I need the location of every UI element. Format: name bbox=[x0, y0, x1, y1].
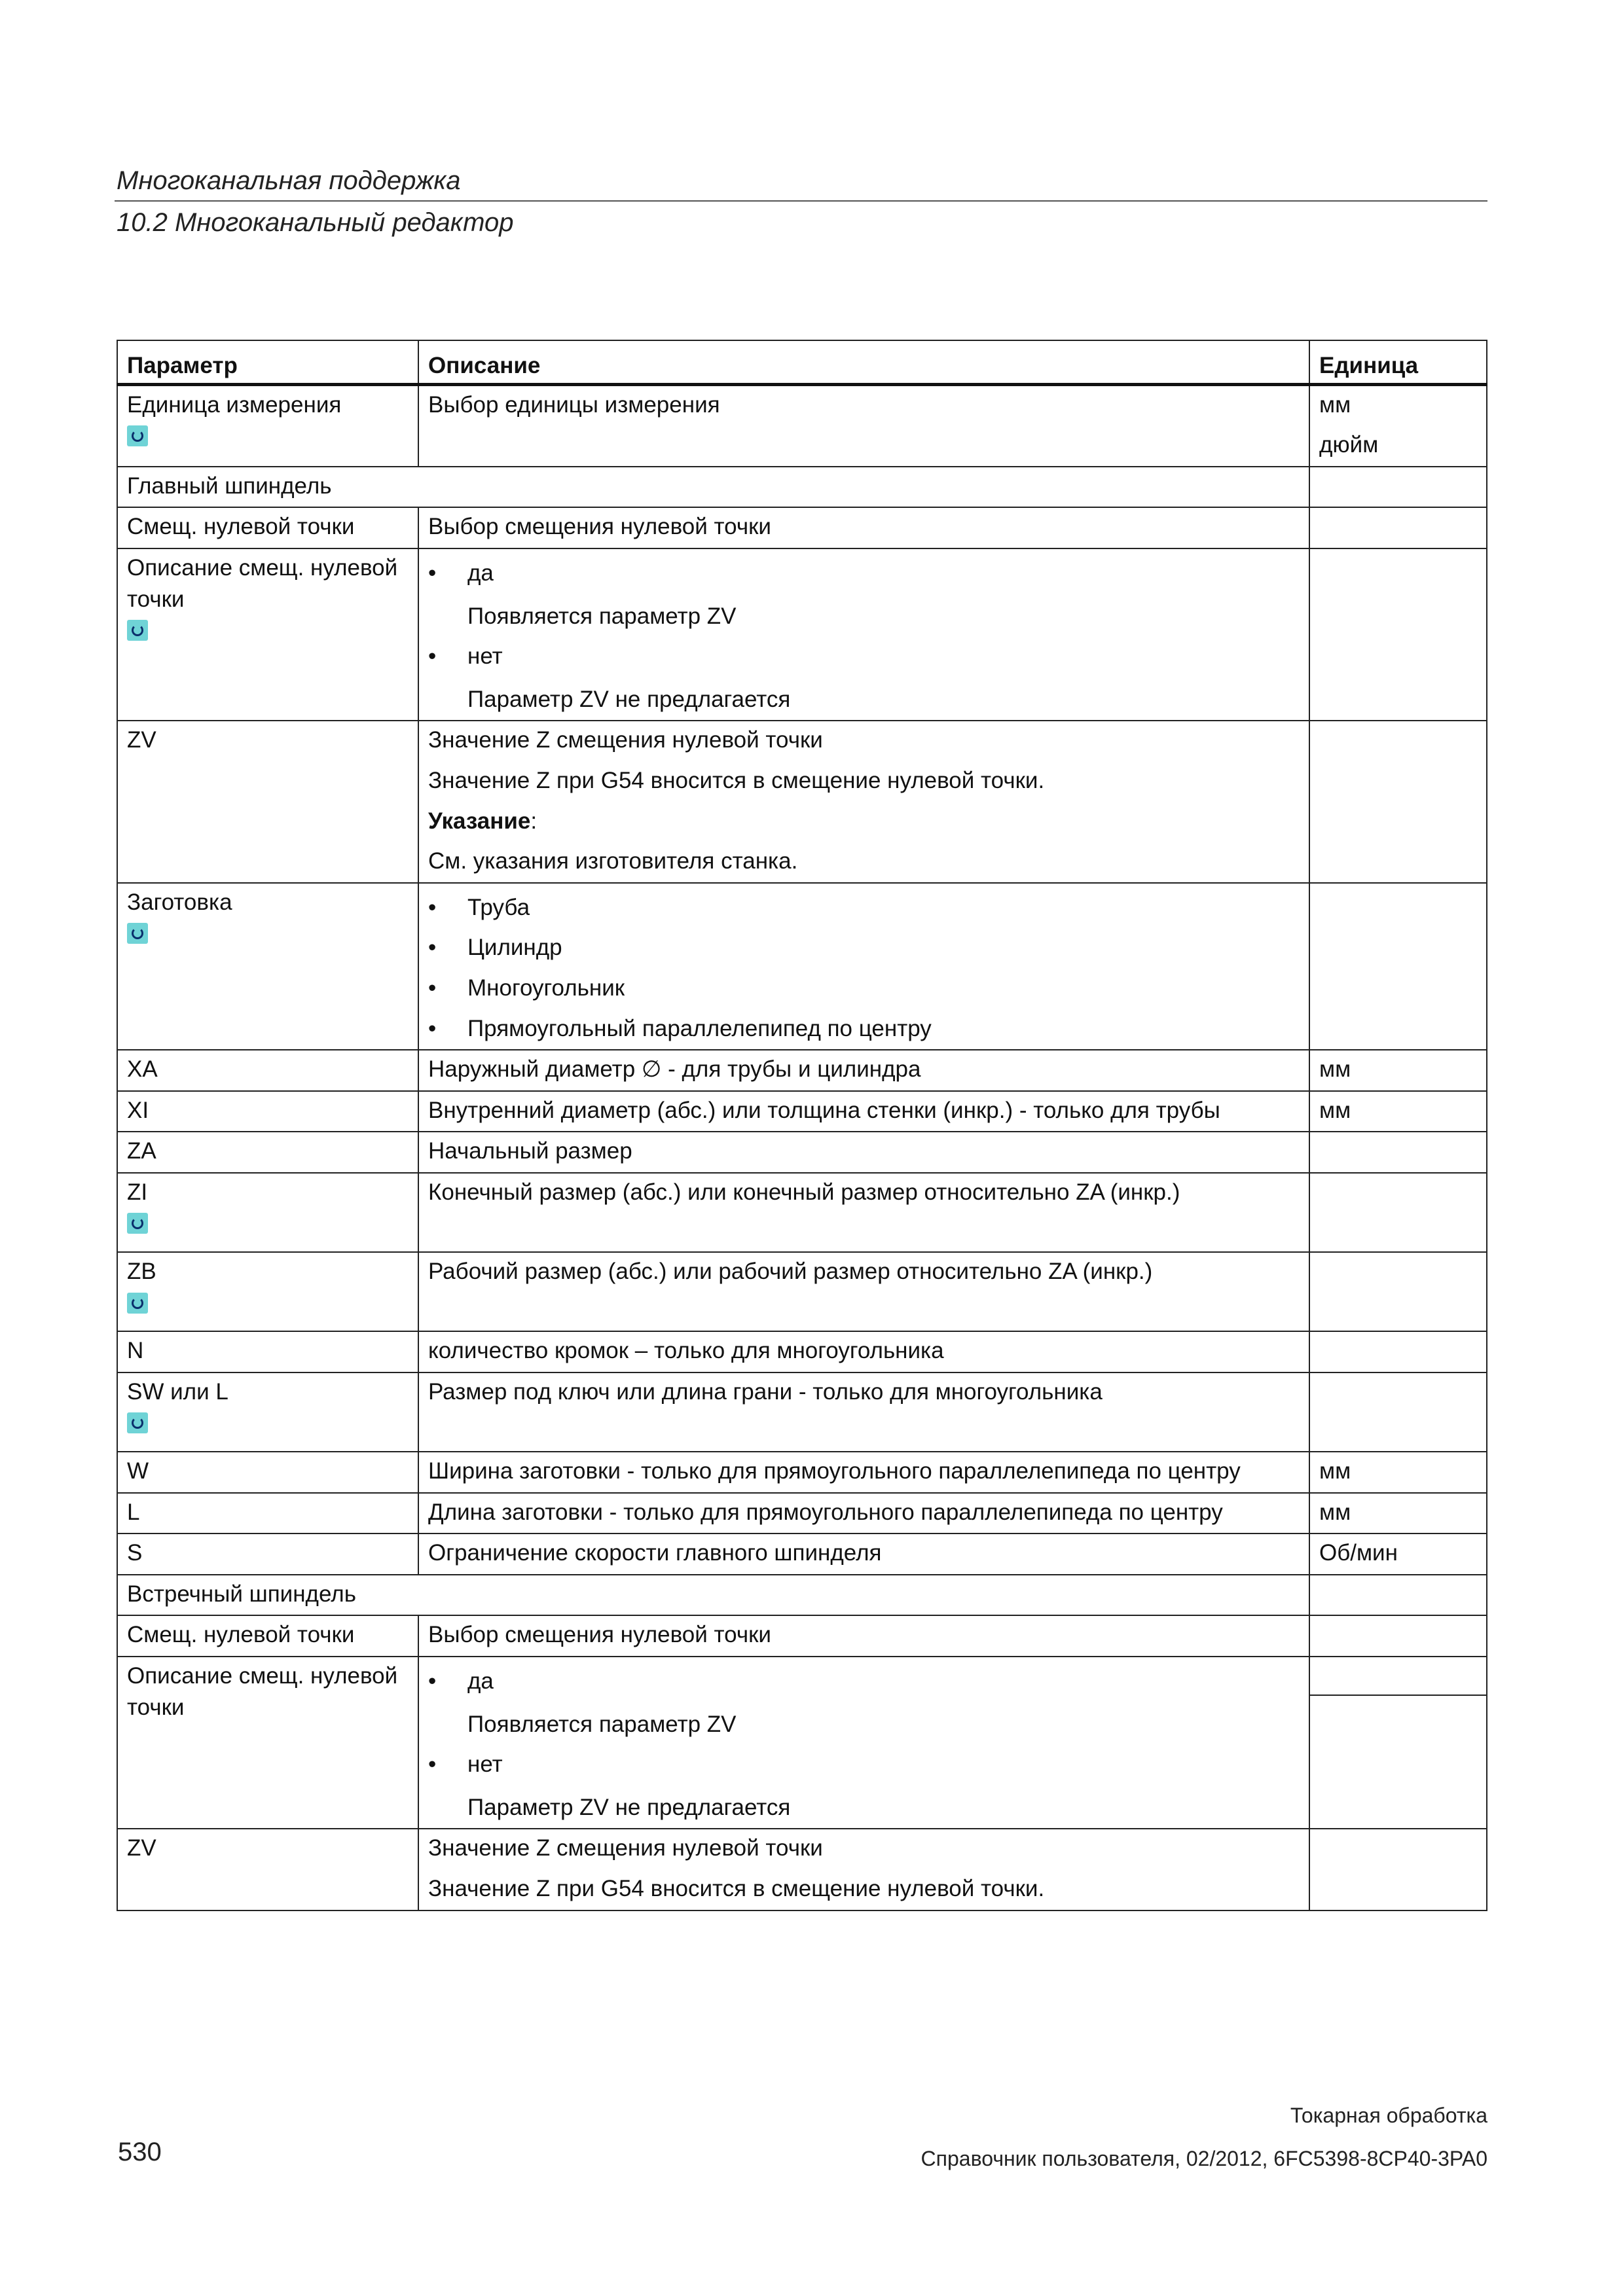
param-name: XI bbox=[127, 1097, 149, 1123]
description-line: количество кромок – только для многоугольника bbox=[428, 1338, 944, 1364]
unit-value: мм bbox=[1319, 1056, 1351, 1083]
table-row bbox=[117, 883, 1487, 1050]
param-name: W bbox=[127, 1458, 149, 1484]
param-cell bbox=[117, 1534, 418, 1575]
unit-value: дюйм bbox=[1319, 432, 1379, 458]
bullet-item: • нет bbox=[428, 1749, 1300, 1780]
param-name: Единица измерения bbox=[127, 391, 342, 418]
bullet-item: • Прямоугольный параллелепипед по центру bbox=[428, 1013, 1300, 1045]
unit-value: Об/мин bbox=[1319, 1540, 1398, 1566]
table-row bbox=[117, 1050, 1487, 1091]
unit-cell bbox=[1309, 1091, 1487, 1132]
param-cell bbox=[117, 1132, 418, 1173]
footer-doc-info: Справочник пользователя, 02/2012, 6FC5398-8CP40-3PA0 bbox=[921, 2147, 1487, 2170]
param-cell bbox=[117, 548, 418, 721]
note-text: См. указания изготовителя станка. bbox=[428, 848, 798, 874]
param-cell bbox=[117, 507, 418, 548]
param-name: L bbox=[127, 1499, 140, 1525]
description-line: Внутренний диаметр (абс.) или толщина стенки (инкр.) - только для трубы bbox=[428, 1097, 1220, 1123]
unit-value: мм bbox=[1319, 1499, 1351, 1525]
description-cell bbox=[418, 1829, 1309, 1910]
unit-divider bbox=[1310, 1695, 1486, 1696]
param-cell bbox=[117, 384, 418, 467]
param-name: ZA bbox=[127, 1138, 156, 1164]
table-row bbox=[117, 1091, 1487, 1132]
table-header-row bbox=[117, 340, 1487, 384]
footer-book-title: Токарная обработка bbox=[1290, 2104, 1487, 2127]
param-name: XA bbox=[127, 1056, 158, 1083]
param-name: Смещ. нулевой точки bbox=[127, 1622, 355, 1648]
unit-cell bbox=[1309, 467, 1487, 508]
description-cell bbox=[418, 1050, 1309, 1091]
section-title: Главный шпиндель bbox=[117, 467, 1309, 508]
description-cell bbox=[418, 1331, 1309, 1372]
description-cell bbox=[418, 1615, 1309, 1657]
description-line: Выбор смещения нулевой точки bbox=[428, 1622, 771, 1648]
description-line: Выбор смещения нулевой точки bbox=[428, 514, 771, 540]
param-name: Описание смещ. нулевой точки bbox=[127, 1663, 398, 1720]
unit-cell bbox=[1309, 1050, 1487, 1091]
param-cell bbox=[117, 1252, 418, 1331]
param-name: S bbox=[127, 1540, 143, 1566]
table-row bbox=[117, 507, 1487, 548]
param-cell bbox=[117, 1331, 418, 1372]
cycle-toggle-icon bbox=[127, 1213, 148, 1234]
parameter-table bbox=[117, 340, 1487, 1911]
description-line: Выбор единицы измерения bbox=[428, 391, 720, 418]
bullet-item: • Многоугольник bbox=[428, 973, 1300, 1004]
unit-cell bbox=[1309, 1252, 1487, 1331]
description-line: Размер под ключ или длина грани - только для многоугольника bbox=[428, 1378, 1103, 1405]
param-cell bbox=[117, 1091, 418, 1132]
unit-cell bbox=[1309, 883, 1487, 1050]
column-header: Единица bbox=[1309, 340, 1487, 384]
table-row bbox=[117, 1372, 1487, 1452]
cycle-toggle-icon bbox=[127, 425, 148, 446]
bullet-note: Появляется параметр ZV bbox=[467, 603, 737, 629]
description-line: Длина заготовки - только для прямоугольного параллелепипеда по центру bbox=[428, 1499, 1223, 1525]
description-cell bbox=[418, 1452, 1309, 1493]
description-line: Конечный размер (абс.) или конечный размер относительно ZA (инкр.) bbox=[428, 1179, 1180, 1205]
unit-value: мм bbox=[1319, 391, 1351, 418]
column-header: Описание bbox=[418, 340, 1309, 384]
description-line: Ширина заготовки - только для прямоугольного параллелепипеда по центру bbox=[428, 1458, 1241, 1484]
cycle-toggle-icon bbox=[127, 1293, 148, 1314]
cycle-toggle-icon bbox=[127, 923, 148, 944]
unit-cell bbox=[1309, 507, 1487, 548]
unit-cell bbox=[1309, 1493, 1487, 1534]
unit-cell bbox=[1309, 548, 1487, 721]
description-cell bbox=[418, 384, 1309, 467]
description-line: Значение Z при G54 вносится в смещение нулевой точки. bbox=[428, 1875, 1045, 1901]
description-line: Наружный диаметр ∅ - для трубы и цилиндра bbox=[428, 1056, 921, 1083]
column-header: Параметр bbox=[117, 340, 418, 384]
param-name: ZB bbox=[127, 1259, 156, 1285]
table-row bbox=[117, 1252, 1487, 1331]
description-cell bbox=[418, 1657, 1309, 1829]
table-row bbox=[117, 384, 1487, 467]
description-line: Начальный размер bbox=[428, 1138, 632, 1164]
description-line: Ограничение скорости главного шпинделя bbox=[428, 1540, 882, 1566]
table-row bbox=[117, 1452, 1487, 1493]
header-rule bbox=[115, 200, 1487, 202]
unit-cell bbox=[1309, 384, 1487, 467]
bullet-item: • да bbox=[428, 558, 1300, 589]
section-row bbox=[117, 1575, 1487, 1616]
description-cell bbox=[418, 1173, 1309, 1252]
description-cell bbox=[418, 1252, 1309, 1331]
param-name: Смещ. нулевой точки bbox=[127, 514, 355, 540]
unit-value: мм bbox=[1319, 1097, 1351, 1123]
unit-value: мм bbox=[1319, 1458, 1351, 1484]
cycle-toggle-icon bbox=[127, 1412, 148, 1433]
table-row bbox=[117, 548, 1487, 721]
table-row bbox=[117, 1657, 1487, 1829]
section-title: 10.2 Многоканальный редактор bbox=[117, 208, 514, 237]
param-cell bbox=[117, 1173, 418, 1252]
unit-cell bbox=[1309, 1615, 1487, 1657]
unit-cell bbox=[1309, 1575, 1487, 1616]
table-row bbox=[117, 1132, 1487, 1173]
param-name: ZV bbox=[127, 1835, 156, 1861]
bullet-item: • да bbox=[428, 1666, 1300, 1697]
param-name: Описание смещ. нулевой точки bbox=[127, 554, 398, 612]
section-row bbox=[117, 467, 1487, 508]
param-cell bbox=[117, 1452, 418, 1493]
description-line: Значение Z смещения нулевой точки bbox=[428, 727, 823, 753]
table-row bbox=[117, 1331, 1487, 1372]
unit-cell bbox=[1309, 1657, 1487, 1829]
chapter-title: Многоканальная поддержка bbox=[117, 166, 461, 195]
param-name: N bbox=[127, 1338, 144, 1364]
cycle-toggle-icon bbox=[127, 620, 148, 641]
unit-cell bbox=[1309, 721, 1487, 882]
description-cell bbox=[418, 1132, 1309, 1173]
table-row bbox=[117, 1829, 1487, 1910]
table-row bbox=[117, 1173, 1487, 1252]
description-line: Рабочий размер (абс.) или рабочий размер относительно ZA (инкр.) bbox=[428, 1259, 1153, 1285]
param-cell bbox=[117, 1657, 418, 1829]
unit-cell bbox=[1309, 1534, 1487, 1575]
description-cell bbox=[418, 1534, 1309, 1575]
description-line: Значение Z при G54 вносится в смещение нулевой точки. bbox=[428, 767, 1045, 793]
unit-cell bbox=[1309, 1132, 1487, 1173]
unit-cell bbox=[1309, 1331, 1487, 1372]
table-row bbox=[117, 1615, 1487, 1657]
note-colon: : bbox=[530, 808, 538, 834]
param-name: ZI bbox=[127, 1179, 148, 1205]
description-cell bbox=[418, 1372, 1309, 1452]
unit-cell bbox=[1309, 1829, 1487, 1910]
description-cell bbox=[418, 1091, 1309, 1132]
param-cell bbox=[117, 1615, 418, 1657]
param-cell bbox=[117, 883, 418, 1050]
bullet-note: Параметр ZV не предлагается bbox=[467, 686, 791, 712]
param-cell bbox=[117, 1050, 418, 1091]
param-cell bbox=[117, 1829, 418, 1910]
table-row bbox=[117, 1534, 1487, 1575]
bullet-item: • Труба bbox=[428, 892, 1300, 924]
unit-cell bbox=[1309, 1372, 1487, 1452]
table-row bbox=[117, 1493, 1487, 1534]
param-cell bbox=[117, 1372, 418, 1452]
unit-cell bbox=[1309, 1452, 1487, 1493]
description-cell bbox=[418, 1493, 1309, 1534]
bullet-note: Параметр ZV не предлагается bbox=[467, 1794, 791, 1820]
bullet-item: • Цилиндр bbox=[428, 932, 1300, 963]
param-name: Заготовка bbox=[127, 889, 232, 915]
description-line: Значение Z смещения нулевой точки bbox=[428, 1835, 823, 1861]
unit-cell bbox=[1309, 1173, 1487, 1252]
page-number: 530 bbox=[118, 2138, 162, 2166]
param-cell bbox=[117, 1493, 418, 1534]
note-label: Указание bbox=[428, 808, 531, 834]
param-name: ZV bbox=[127, 727, 156, 753]
description-cell bbox=[418, 507, 1309, 548]
param-cell bbox=[117, 721, 418, 882]
bullet-note: Появляется параметр ZV bbox=[467, 1711, 737, 1737]
section-title: Встречный шпиндель bbox=[117, 1575, 1309, 1616]
description-cell bbox=[418, 721, 1309, 882]
description-cell bbox=[418, 548, 1309, 721]
note-line bbox=[428, 806, 1300, 837]
description-cell bbox=[418, 883, 1309, 1050]
bullet-item: • нет bbox=[428, 641, 1300, 672]
param-name: SW или L bbox=[127, 1378, 228, 1405]
table-row bbox=[117, 721, 1487, 882]
